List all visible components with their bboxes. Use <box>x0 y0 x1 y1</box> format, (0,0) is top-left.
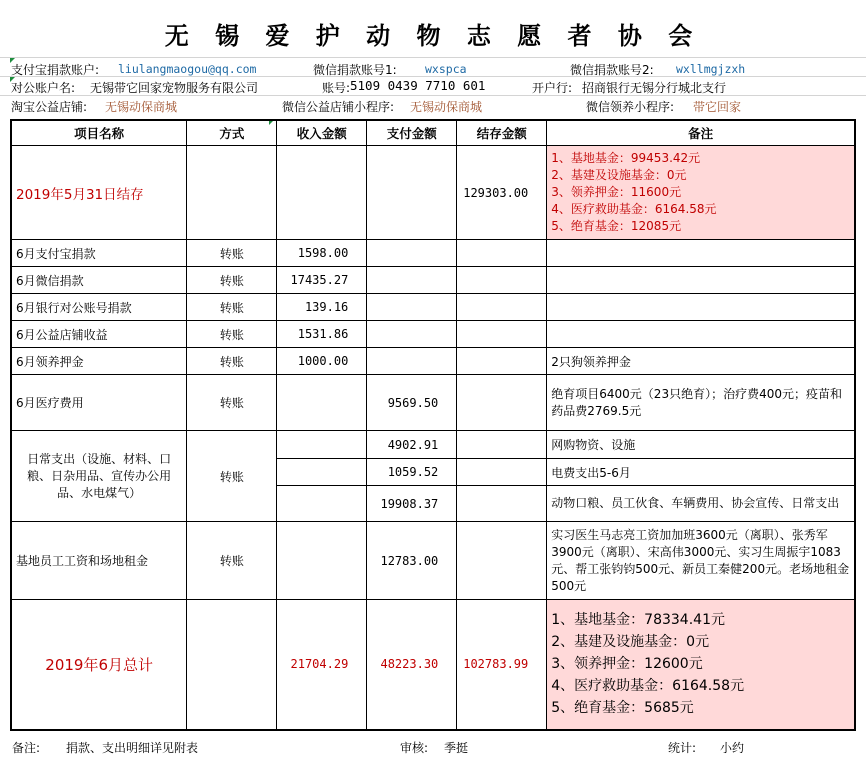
opening-name: 2019年5月31日结存 <box>11 146 187 240</box>
row-name: 6月医疗费用 <box>11 375 187 431</box>
wechat-shop: 无锡动保商城 <box>410 100 483 114</box>
note-line: 2、基建及设施基金：0元 <box>551 634 710 651</box>
daily-expense-amount: 19908.37 <box>367 486 457 522</box>
row-name: 6月银行对公账号捐款 <box>11 294 187 321</box>
daily-expense-method: 转账 <box>187 431 277 522</box>
note-line: 3、领养押金：11600元 <box>551 185 682 199</box>
wechat-adopt-app: 带它回家 <box>693 100 742 114</box>
table-row <box>11 522 855 600</box>
row-expense <box>367 267 457 294</box>
row-method: 转账 <box>187 348 277 375</box>
wechat2-account: wxllmgjzxh <box>676 62 746 76</box>
row-method: 转账 <box>187 267 277 294</box>
row-income: 1000.00 <box>277 348 367 375</box>
alipay-label: 支付宝捐款账户: <box>11 63 100 77</box>
footer-note-value: 捐款、支出明细详见附表 <box>66 741 199 755</box>
table-row <box>11 267 855 294</box>
row-method: 转账 <box>187 240 277 267</box>
row-name: 6月领养押金 <box>11 348 187 375</box>
row-note <box>547 294 855 321</box>
footer-audit-label: 审核: <box>400 741 429 755</box>
note-line: 3、领养押金：12600元 <box>551 656 703 673</box>
row-note: 2只狗领养押金 <box>547 348 855 375</box>
note-line: 4、医疗救助基金：6164.58元 <box>551 202 717 216</box>
salary-note: 实习医生马志亮工资加加班3600元（离职）、张秀军3900元（离职）、宋高伟3000元、实习生周振宇1083元、帮工张钧钧500元、新员工秦健200元。老场地租金500元 <box>547 522 855 600</box>
row-name: 6月微信捐款 <box>11 267 187 294</box>
taobao-shop: 无锡动保商城 <box>105 100 178 114</box>
table-row <box>11 321 855 348</box>
row-income: 139.16 <box>277 294 367 321</box>
salary-method: 转账 <box>187 522 277 600</box>
page-title: 无 锡 爱 护 动 物 志 愿 者 协 会 <box>164 21 702 50</box>
row-income: 1531.86 <box>277 321 367 348</box>
footer-note-label: 备注: <box>12 741 41 755</box>
row-income: 17435.27 <box>277 267 367 294</box>
daily-expense-name: 日常支出（设施、材料、口粮、日杂用品、宣传办公用品、水电煤气） <box>11 431 187 522</box>
daily-expense-amount: 1059.52 <box>367 459 457 486</box>
finance-table <box>10 119 856 731</box>
column-header: 方式 <box>187 120 277 146</box>
row-note: 绝育项目6400元（23只绝育）；治疗费400元；疫苗和药品费2769.5元 <box>547 375 855 431</box>
column-header: 备注 <box>547 120 855 146</box>
wechat2-label: 微信捐款账号2: <box>570 63 654 77</box>
row-name: 6月支付宝捐款 <box>11 240 187 267</box>
total-name: 2019年6月总计 <box>11 600 187 730</box>
table-row <box>11 375 855 431</box>
row-method: 转账 <box>187 321 277 348</box>
row-method: 转账 <box>187 375 277 431</box>
account-number: 5109 0439 7710 601 <box>350 78 486 93</box>
total-notes <box>547 600 855 730</box>
account-number-label: 账号: <box>322 81 351 95</box>
row-note <box>547 267 855 294</box>
row-name: 6月公益店铺收益 <box>11 321 187 348</box>
column-header: 收入金额 <box>277 120 367 146</box>
note-line: 1、基地基金：99453.42元 <box>551 151 701 165</box>
note-line: 5、绝育基金：12085元 <box>551 219 682 233</box>
daily-expense-note: 动物口粮、员工伙食、车辆费用、协会宣传、日常支出 <box>547 486 855 522</box>
row-expense <box>367 348 457 375</box>
row-expense: 9569.50 <box>367 375 457 431</box>
table-row <box>11 431 855 459</box>
footer-stat-label: 统计: <box>668 741 697 755</box>
column-header: 项目名称 <box>11 120 187 146</box>
salary-expense: 12783.00 <box>367 522 457 600</box>
note-line: 5、绝育基金：5685元 <box>551 700 694 717</box>
table-header-row <box>11 120 855 146</box>
row-expense <box>367 321 457 348</box>
table-total-row <box>11 600 855 730</box>
row-income <box>277 375 367 431</box>
table-row <box>11 146 855 240</box>
total-expense: 48223.30 <box>367 600 457 730</box>
daily-expense-note: 电费支出5-6月 <box>547 459 855 486</box>
column-header: 支付金额 <box>367 120 457 146</box>
opening-balance: 129303.00 <box>457 146 547 240</box>
note-line: 4、医疗救助基金：6164.58元 <box>551 678 745 695</box>
table-row <box>11 240 855 267</box>
wechat-adopt-label: 微信领养小程序: <box>586 100 675 114</box>
row-note <box>547 240 855 267</box>
public-account-label: 对公账户名: <box>11 81 76 95</box>
alipay-account: liulangmaogou@qq.com <box>118 62 257 76</box>
taobao-label: 淘宝公益店铺: <box>11 100 88 114</box>
bank-label: 开户行: <box>532 81 573 95</box>
daily-expense-amount: 4902.91 <box>367 431 457 459</box>
total-balance: 102783.99 <box>457 600 547 730</box>
footer-stat-value: 小约 <box>720 741 745 755</box>
row-expense <box>367 294 457 321</box>
wechat-shop-label: 微信公益店铺小程序: <box>282 100 395 114</box>
note-line: 2、基建及设施基金：0元 <box>551 168 687 182</box>
wechat1-label: 微信捐款账号1: <box>313 63 397 77</box>
row-expense <box>367 240 457 267</box>
row-income: 1598.00 <box>277 240 367 267</box>
footer-audit-value: 季挺 <box>444 741 469 755</box>
table-row <box>11 348 855 375</box>
column-header: 结存金额 <box>457 120 547 146</box>
note-line: 1、基地基金：78334.41元 <box>551 612 725 629</box>
bank-name: 招商银行无锡分行城北支行 <box>582 81 727 95</box>
row-method: 转账 <box>187 294 277 321</box>
daily-expense-note: 网购物资、设施 <box>547 431 855 459</box>
wechat1-account: wxspca <box>425 62 467 76</box>
opening-notes <box>547 146 855 240</box>
public-account-name: 无锡带它回家宠物服务有限公司 <box>90 81 259 95</box>
row-note <box>547 321 855 348</box>
total-income: 21704.29 <box>277 600 367 730</box>
salary-name: 基地员工工资和场地租金 <box>11 522 187 600</box>
table-row <box>11 294 855 321</box>
